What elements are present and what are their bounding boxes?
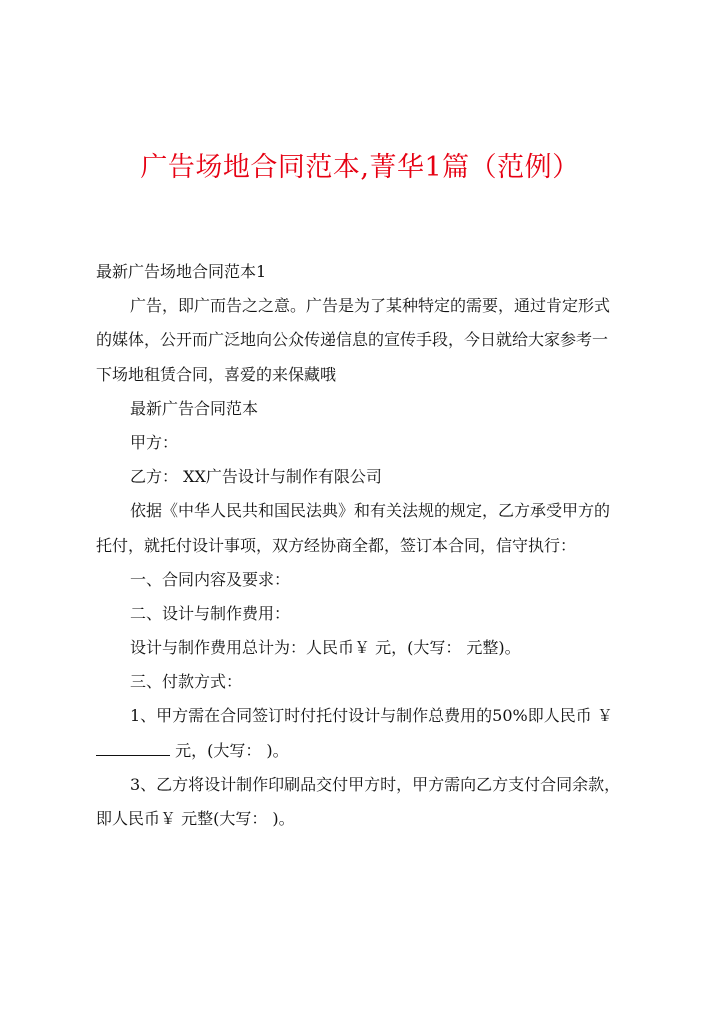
paragraph-line: 托付，就托付设计事项，双方经协商全都，签订本合同，信守执行： bbox=[96, 535, 577, 555]
paragraph-line: 设计与制作费用总计为：人民币￥ 元，(大写： 元整)。 bbox=[130, 638, 521, 658]
paragraph-line: 即人民币￥ 元整(大写： )。 bbox=[96, 809, 295, 828]
document-body bbox=[96, 255, 636, 836]
paragraph-line: 依据《中华人民共和国民法典》和有关法规的规定，乙方承受甲方的 bbox=[130, 501, 611, 521]
paragraph-line: 元，(大写： )。 bbox=[170, 740, 289, 760]
section-heading: 最新广告场地合同范本1 bbox=[96, 262, 267, 281]
clause-heading: 一、合同内容及要求： bbox=[130, 569, 291, 589]
paragraph-line: 甲方： bbox=[130, 432, 179, 452]
paragraph-line: 的媒体，公开而广泛地向公众传递信息的宣传手段，今日就给大家参考一 bbox=[96, 330, 609, 350]
paragraph-line: 下场地租赁合同，喜爱的来保藏哦 bbox=[96, 364, 337, 384]
fill-in-blank bbox=[96, 735, 170, 756]
paragraph-line: 广告，即广而告之之意。广告是为了某种特定的需要，通过肯定形式 bbox=[130, 296, 611, 316]
paragraph-line: 最新广告合同范本 bbox=[130, 398, 259, 418]
paragraph-line: 1、甲方需在合同签订时付托付设计与制作总费用的50%即人民币 ￥ bbox=[130, 706, 613, 726]
clause-heading: 二、设计与制作费用： bbox=[130, 603, 291, 623]
document-title: 广告场地合同范本,菁华1篇（范例） bbox=[140, 152, 580, 183]
paragraph-line-with-blank bbox=[96, 734, 636, 768]
paragraph-line: 乙方： XX广告设计与制作有限公司 bbox=[130, 467, 382, 487]
paragraph-line: 3、乙方将设计制作印刷品交付甲方时，甲方需向乙方支付合同余款， bbox=[130, 774, 621, 794]
clause-heading: 三、付款方式： bbox=[130, 672, 243, 692]
